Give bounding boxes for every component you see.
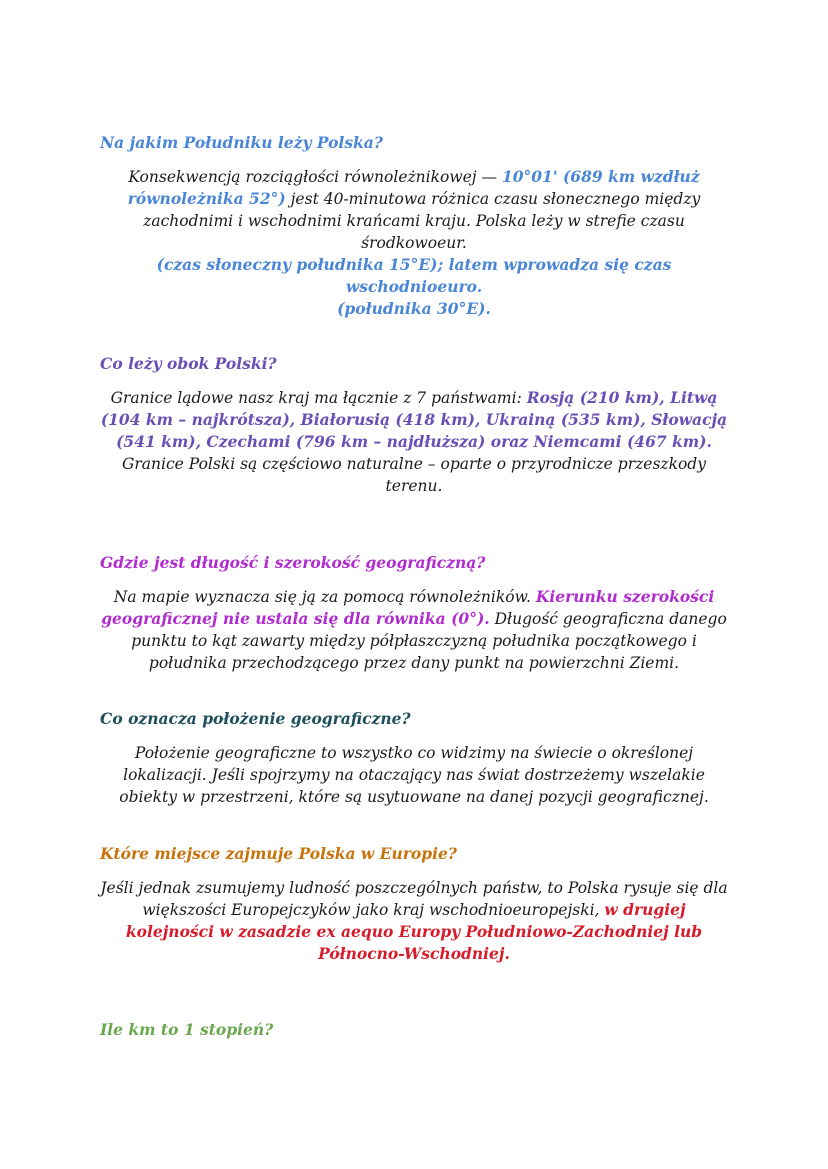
highlight-second-order: w drugiej kolejności w zasadzie ex aequo Europy Południowo-Zachodniej lub Północno-Wschodniej. [125,900,703,963]
paragraph-meridian [100,166,728,320]
heading-geographic-location: Co oznacza położenie geograficzne? [100,709,411,728]
paragraph-poland-europe [100,877,728,965]
section-neighbors [100,353,728,497]
highlight-longitude-extent: 10°01' (689 km wzdłuż równoleżnika 52°) [127,167,700,208]
text-span: Granice Polski są częściowo naturalne – oparte o przyrodnicze przeszkody terenu. [122,455,706,495]
section-poland-europe [100,843,728,965]
heading-meridian: Na jakim Południku leży Polska? [100,133,383,152]
paragraph-neighbors [100,387,728,497]
text-span: Konsekwencją rozciągłości równoleżnikowej — [128,168,502,186]
heading-coordinates: Gdzie jest długość i szerokość geograficzną? [100,553,486,572]
section-geographic-location [100,708,728,808]
section-km-per-degree [100,1019,728,1041]
highlight-solar-time: (czas słoneczny południka 15°E); latem wprowadza się czas wschodnioeuro. [156,255,672,296]
section-meridian [100,132,728,320]
text-span: Długość geograficzna danego punktu to kąt zawarty między półpłaszczyzną południka początkowego i południka przechodzącego przez dany punkt na powierzchni Ziemi. [131,610,727,672]
highlight-equator: Kierunku szerokości geograficznej nie ustala się dla równika (0°). [101,587,715,628]
text-span: Granice lądowe nasz kraj ma łącznie z 7 państwami: [110,389,527,407]
paragraph-geographic-location: Położenie geograficzne to wszystko co widzimy na świecie o określonej lokalizacji. Jeśli spojrzymy na otaczający nas świat dostrzeżemy wszelakie obiekty w przestrzeni, które są usytuowane na danej pozycji geograficznej. [119,744,709,806]
heading-poland-europe: Które miejsce zajmuje Polska w Europie? [100,844,457,863]
text-span: Jeśli jednak zsumujemy ludność poszczególnych państw, to Polska rysuje się dla większości Europejczyków jako kraj wschodnioeuropejski, [100,879,728,919]
text-span: Na mapie wyznacza się ją za pomocą równoleżników. [113,588,536,606]
paragraph-coordinates [100,586,728,674]
heading-km-per-degree: Ile km to 1 stopień? [100,1020,274,1039]
text-span: jest 40-minutowa różnica czasu słonecznego między zachodnimi i wschodnimi krańcami kraju. Polska leży w strefie czasu środkowoeur. [143,190,701,252]
section-coordinates [100,552,728,674]
highlight-border-lengths: Rosją (210 km), Litwą (104 km – najkrótsza), Białorusią (418 km), Ukrainą (535 km), Słowacją (541 km), Czechami (796 km – najdłuższa) oraz Niemcami (467 km). [100,388,728,451]
highlight-meridian-30: (południka 30°E). [337,299,491,318]
heading-neighbors: Co leży obok Polski? [100,354,277,373]
